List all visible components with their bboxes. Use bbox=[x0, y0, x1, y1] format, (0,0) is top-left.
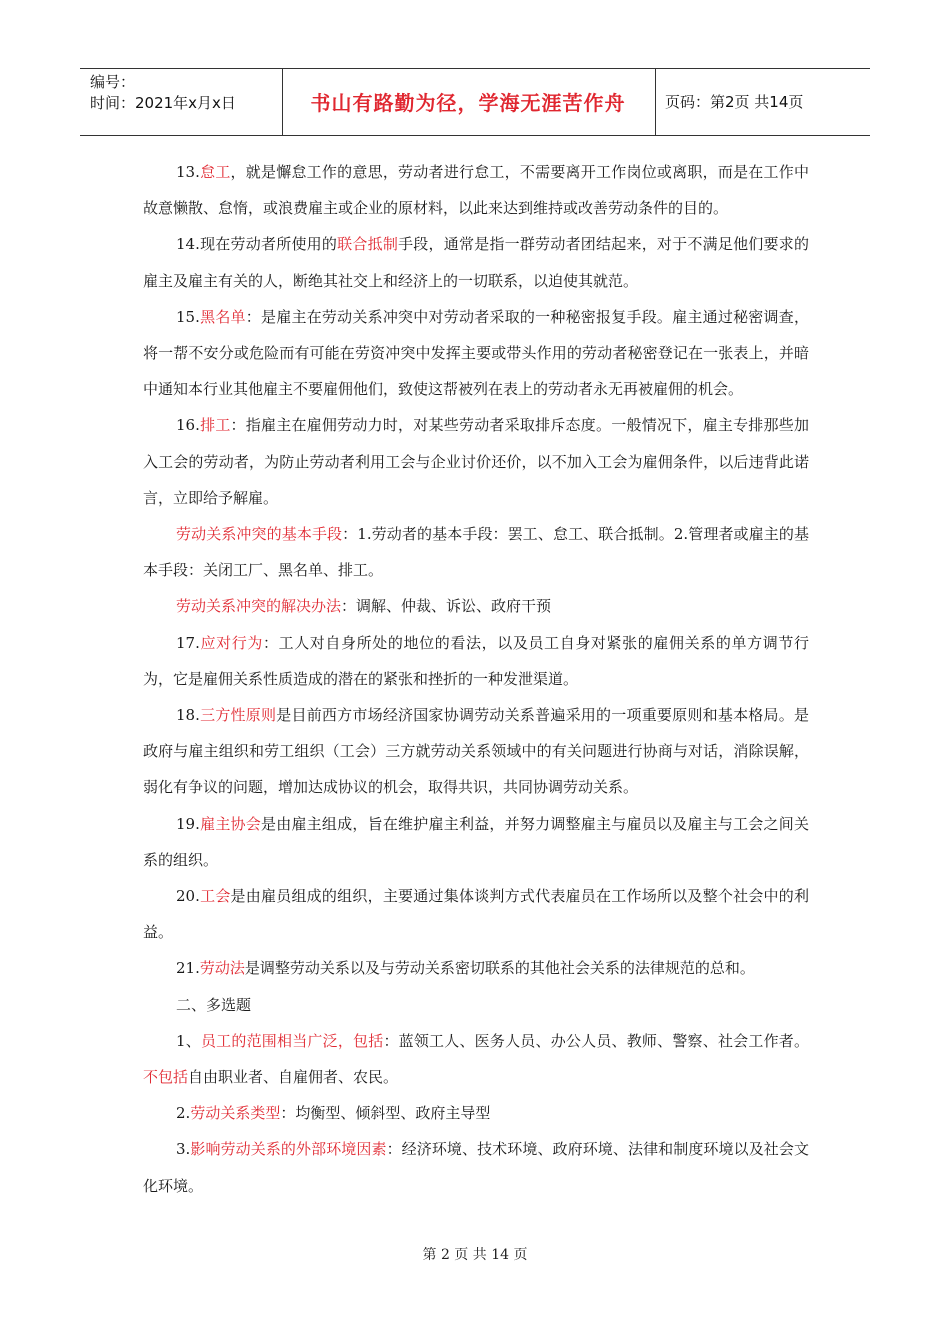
paragraph-text: 3. bbox=[176, 1140, 191, 1159]
paragraph-text: 是由雇主组成，旨在维护雇主利益，并努力调整雇主与雇员以及雇主与工会之间关系的组织。 bbox=[143, 814, 809, 869]
body-paragraph bbox=[143, 950, 809, 986]
highlighted-term: 员工的范围相当广泛，包括 bbox=[200, 1031, 384, 1050]
paragraph-text: 16. bbox=[176, 416, 200, 435]
document-number-label: 编号： bbox=[90, 73, 136, 91]
paragraph-text: 14.现在劳动者所使用的 bbox=[176, 235, 338, 254]
highlighted-term: 怠工 bbox=[199, 163, 231, 181]
header-page-label: 页码：第2页 共14页 bbox=[665, 93, 804, 111]
paragraph-text: 21. bbox=[176, 959, 200, 978]
body-paragraph bbox=[143, 625, 809, 697]
highlighted-term: 劳动关系类型 bbox=[190, 1104, 281, 1123]
document-time-label: 时间：2021年x月x日 bbox=[90, 94, 236, 112]
highlighted-term: 劳动关系冲突的基本手段 bbox=[176, 525, 343, 544]
body-paragraph bbox=[143, 1131, 809, 1203]
paragraph-text: ：经济环境、技术环境、政府环境、法律和制度环境以及社会文化环境。 bbox=[143, 1140, 809, 1195]
body-paragraph bbox=[143, 806, 809, 878]
paragraph-text: ：是雇主在劳动关系冲突中对劳动者采取的一种秘密报复手段。雇主通过秘密调查，将一帮不安分或危险而有可能在劳资冲突中发挥主要或带头作用的劳动者秘密登记在一张表上，并暗中通知本行业其他雇主不要雇佣他们，致使这帮被列在表上的劳动者永无再被雇佣的机会。 bbox=[143, 307, 809, 399]
document-body bbox=[143, 154, 809, 1204]
paragraph-text: ：指雇主在雇佣劳动力时，对某些劳动者采取排斥态度。一般情况下，雇主专排那些加入工会的劳动者，为防止劳动者利用工会与企业讨价还价，以不加入工会为雇佣条件，以后违背此诺言，立即给予解雇。 bbox=[143, 416, 809, 507]
paragraph-text: 15. bbox=[176, 307, 200, 326]
paragraph-text: 是由雇员组成的组织，主要通过集体谈判方式代表雇员在工作场所以及整个社会中的利益。 bbox=[143, 887, 809, 942]
body-paragraph bbox=[143, 987, 809, 1023]
paragraph-text: 二、多选题 bbox=[176, 995, 252, 1014]
highlighted-term: 黑名单 bbox=[199, 307, 246, 326]
paragraph-text: 自由职业者、自雇佣者、农民。 bbox=[188, 1068, 399, 1087]
body-paragraph bbox=[143, 407, 809, 516]
paragraph-text: 19. bbox=[176, 814, 200, 833]
page-footer: 第 2 页 共 14 页 bbox=[422, 1247, 528, 1263]
header-bottom-rule bbox=[80, 135, 870, 136]
paragraph-text: 18. bbox=[176, 706, 200, 725]
highlighted-term: 影响劳动关系的外部环境因素 bbox=[190, 1140, 387, 1159]
body-paragraph bbox=[143, 154, 809, 226]
highlighted-term: 不包括 bbox=[143, 1068, 189, 1087]
header-meta bbox=[90, 72, 236, 114]
highlighted-term: 劳动关系冲突的解决办法 bbox=[176, 597, 342, 616]
header-motto: 书山有路勤为径，学海无涯苦作舟 bbox=[310, 91, 626, 115]
paragraph-text: 手段，通常是指一群劳动者团结起来，对于不满足他们要求的雇主及雇主有关的人，断绝其社交上和经济上的一切联系，以迫使其就范。 bbox=[143, 235, 809, 290]
body-paragraph bbox=[143, 299, 809, 408]
paragraph-text: 13. bbox=[176, 163, 200, 181]
highlighted-term: 劳动法 bbox=[199, 959, 245, 978]
paragraph-text: 17. bbox=[176, 633, 200, 652]
paragraph-text: 20. bbox=[176, 887, 200, 906]
highlighted-term: 三方性原则 bbox=[199, 706, 277, 725]
paragraph-text: ：工人对自身所处的地位的看法，以及员工自身对紧张的雇佣关系的单方调节行为，它是雇佣关系性质造成的潜在的紧张和挫折的一种发泄渠道。 bbox=[143, 633, 809, 688]
paragraph-text: 2. bbox=[176, 1104, 191, 1123]
body-paragraph bbox=[143, 516, 809, 588]
highlighted-term: 联合抵制 bbox=[337, 235, 399, 254]
body-paragraph bbox=[143, 1095, 809, 1131]
header-divider bbox=[655, 68, 656, 135]
paragraph-text: ：1.劳动者的基本手段：罢工、怠工、联合抵制。2.管理者或雇主的基本手段：关闭工厂、黑名单、排工。 bbox=[143, 525, 809, 580]
body-paragraph bbox=[143, 588, 809, 624]
paragraph-text: 是调整劳动关系以及与劳动关系密切联系的其他社会关系的法律规范的总和。 bbox=[244, 959, 755, 978]
highlighted-term: 工会 bbox=[199, 887, 231, 906]
body-paragraph bbox=[143, 697, 809, 806]
paragraph-text: ：均衡型、倾斜型、政府主导型 bbox=[280, 1104, 491, 1123]
body-paragraph bbox=[143, 1023, 809, 1095]
highlighted-term: 排工 bbox=[199, 416, 231, 435]
paragraph-text: ：调解、仲裁、诉讼、政府干预 bbox=[341, 597, 552, 616]
paragraph-text: ：蓝领工人、医务人员、办公人员、教师、警察、社会工作者。 bbox=[383, 1031, 809, 1050]
paragraph-text: ，就是懈怠工作的意思，劳动者进行怠工，不需要离开工作岗位或离职，而是在工作中故意懒散、怠惰，或浪费雇主或企业的原材料，以此来达到维持或改善劳动条件的目的。 bbox=[143, 163, 809, 218]
highlighted-term: 应对行为 bbox=[199, 633, 263, 652]
body-paragraph bbox=[143, 878, 809, 950]
body-paragraph bbox=[143, 226, 809, 298]
paragraph-text: 是目前西方市场经济国家协调劳动关系普遍采用的一项重要原则和基本格局。是政府与雇主组织和劳工组织（工会）三方就劳动关系领域中的有关问题进行协商与对话，消除误解，弱化有争议的问题，增加达成协议的机会，取得共识，共同协调劳动关系。 bbox=[143, 706, 809, 797]
paragraph-text: 1、 bbox=[176, 1031, 201, 1050]
highlighted-term: 雇主协会 bbox=[199, 814, 261, 833]
